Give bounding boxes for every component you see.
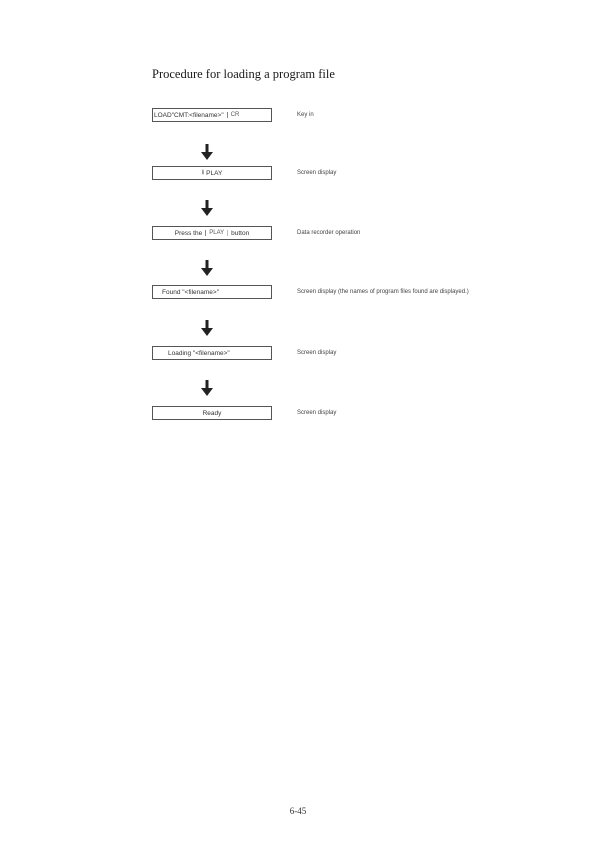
play-prompt-arrow-icon: ⭳ (201, 168, 205, 176)
down-arrow-icon (201, 320, 213, 336)
down-arrow-icon (201, 144, 213, 160)
press-play-prefix: Press the (174, 229, 203, 237)
step-box-key-in (152, 108, 272, 122)
step-note-press-play: Data recorder operation (297, 230, 361, 236)
step-note-play-prompt: Screen display (297, 170, 337, 176)
step-note-loading: Screen display (297, 350, 337, 356)
found-text: Found "<filename>" (162, 288, 220, 296)
step-note-ready: Screen display (297, 410, 337, 416)
down-arrow-icon (201, 200, 213, 216)
page-title: Procedure for loading a program file (152, 67, 335, 81)
loading-text: Loading "<filename>" (168, 349, 230, 357)
play-prompt-text: PLAY (206, 169, 223, 177)
step-command-text: LOAD"CMT:<filename>" (154, 111, 224, 119)
down-arrow-icon (201, 380, 213, 396)
cr-key-label: CR (227, 112, 243, 118)
step-box-play-prompt (152, 166, 272, 180)
step-box-press-play (152, 226, 272, 240)
press-play-suffix: button (231, 229, 250, 237)
page-number: 6-45 (289, 806, 307, 816)
down-arrow-icon (201, 260, 213, 276)
play-key-label: PLAY (205, 230, 228, 236)
ready-text: Ready (202, 409, 222, 417)
step-box-ready (152, 406, 272, 420)
step-note-key-in: Key in (297, 112, 314, 118)
step-box-found (152, 285, 272, 299)
step-note-found: Screen display (the names of program files found are displayed.) (297, 289, 469, 295)
step-box-loading (152, 346, 272, 360)
